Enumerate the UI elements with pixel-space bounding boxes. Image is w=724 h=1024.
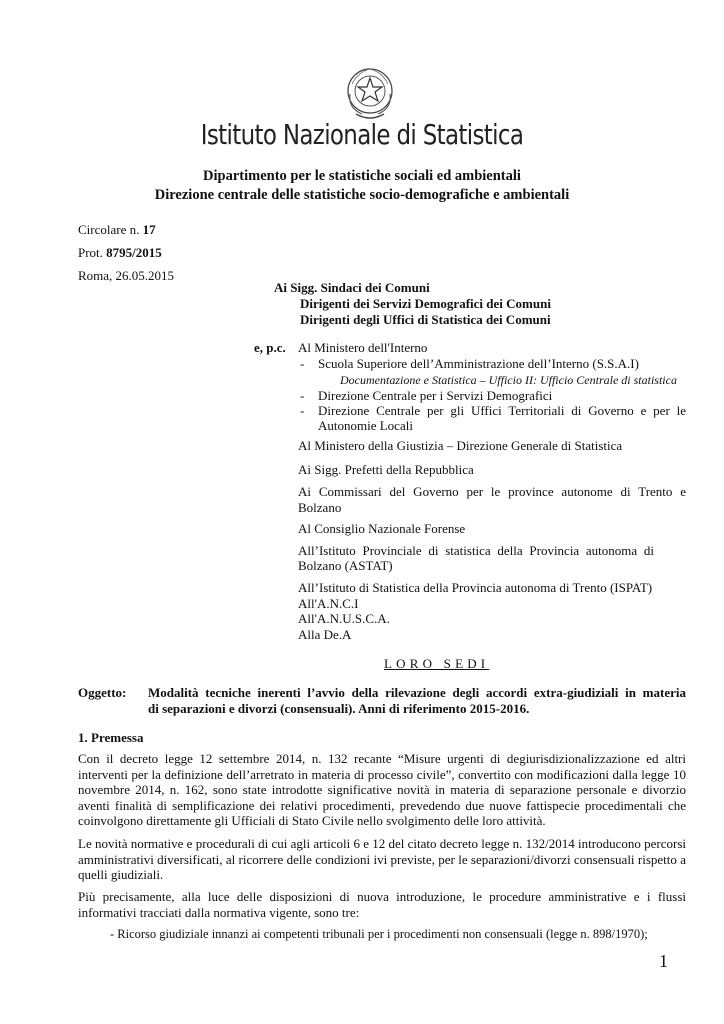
protocol-number: Prot. 8795/2015 [78,245,162,260]
department-title: Dipartimento per le statistiche sociali ed ambientali [203,168,521,184]
cc-item: Autonomie Locali [318,418,413,433]
cc-recipient: Ai Commissari del Governo per le province autonome di Trento e [298,484,686,499]
loro-sedi: LORO SEDI [384,656,490,671]
cc-recipient: Alla De.A [298,627,352,642]
list-dash: - [300,388,305,403]
cc-recipient: Al Ministero della Giustizia – Direzione Generale di Statistica [298,438,623,453]
cc-recipient: All'A.N.C.I [298,596,359,611]
list-item: - Ricorso giudiziale innanzi ai competenti tribunali per i procedimenti non consensuali (legge n. 898/1970); [110,927,648,941]
cc-item: Scuola Superiore dell’Amministrazione dell’Interno (S.S.A.I) [318,356,639,371]
cc-recipient: All’Istituto di Statistica della Provincia autonoma di Trento (ISPAT) [298,580,653,595]
cc-recipient: All'A.N.U.S.C.A. [298,611,390,626]
cc-recipient: Ai Sigg. Prefetti della Repubblica [298,462,474,477]
recipient-line: Dirigenti degli Uffici di Statistica dei Comuni [300,312,551,327]
republic-emblem-icon [344,64,396,122]
recipient-line: Ai Sigg. Sindaci dei Comuni [274,280,430,295]
cc-recipient: Bolzano [298,500,342,515]
subject-label: Oggetto: [78,685,127,700]
cc-ministry-interior: Al Ministero dell'Interno [298,340,428,355]
page-number: 1 [659,951,668,971]
cc-item: Direzione Centrale per gli Uffici Territoriali di Governo e per le [318,403,686,418]
paragraph: Le novità normative e procedurali di cui agli articoli 6 e 12 del citato decreto legge n. 132/2014 introducono percorsi amministrativi diversificati, al ricorrere delle condizioni ivi previste, per le separazioni/divorzi consensuali rispetto a quelli giudiziali. [78,836,686,882]
cc-recipient: Al Consiglio Nazionale Forense [298,521,466,536]
subject-line: Modalità tecniche inerenti l’avvio della rilevazione degli accordi extra-giudiziali in materia [148,685,686,700]
paragraph: Con il decreto legge 12 settembre 2014, n. 132 recante “Misure urgenti di degiurisdizionalizzazione ed altri interventi per la definizione dell’arretrato in materia di processo civile”, convertito con modificazioni dalla legge 10 novembre 2014, n. 162, sono state introdotte significative novità in materia di separazione personale e divorzio aventi finalità di semplificazione dei relativi procedimenti, prevedendo due nuove fattispecie procedimentali che coinvolgono direttamente gli Ufficiali di Stato Civile nello svolgimento delle loro attività. [78,751,686,828]
cc-label: e, p.c. [254,340,286,355]
list-dash: - [300,356,305,371]
directorate-title: Direzione centrale delle statistiche socio-demografiche e ambientali [154,187,570,203]
cc-item: Direzione Centrale per i Servizi Demografici [318,388,553,403]
document-date: Roma, 26.05.2015 [78,268,175,283]
paragraph: Più precisamente, alla luce delle disposizioni di nuova introduzione, le procedure amministrative e i flussi informativi tracciati dalla normativa vigente, sono tre: [78,889,686,920]
cc-recipient: All’Istituto Provinciale di statistica della Provincia autonoma di [298,543,654,558]
cc-item-sub: Documentazione e Statistica – Ufficio II: Ufficio Centrale di statistica [340,373,677,387]
institute-title: Istituto Nazionale di Statistica [200,118,524,151]
cc-recipient: Bolzano (ASTAT) [298,558,393,573]
recipient-line: Dirigenti dei Servizi Demografici dei Comuni [300,296,551,311]
list-dash: - [300,403,305,418]
subject-line: di separazioni e divorzi (consensuali). Anni di riferimento 2015-2016. [148,701,530,716]
circular-number: Circolare n. 17 [78,222,156,237]
section-title: 1. Premessa [78,730,144,745]
